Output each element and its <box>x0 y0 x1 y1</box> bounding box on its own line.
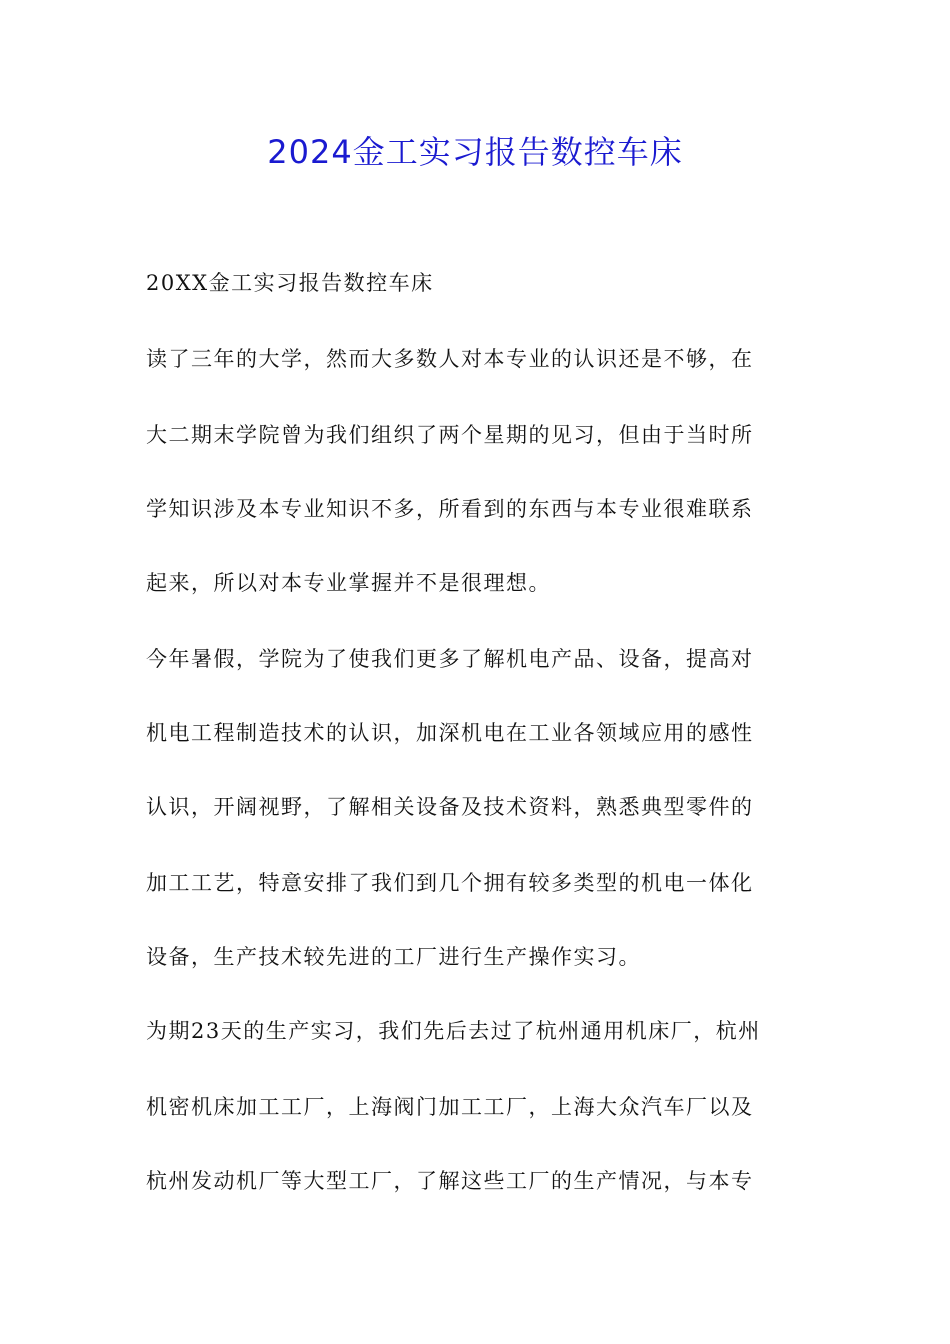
text-line: 今年暑假，学院为了使我们更多了解机电产品、设备，提高对 <box>146 647 754 671</box>
text-line: 大二期末学院曾为我们组织了两个星期的见习，但由于当时所 <box>146 423 754 447</box>
text-line: 20XX金工实习报告数控车床 <box>146 271 434 295</box>
text-line: 读了三年的大学，然而大多数人对本专业的认识还是不够，在 <box>146 347 754 371</box>
text-line: 加工工艺，特意安排了我们到几个拥有较多类型的机电一体化 <box>146 871 754 895</box>
text-line: 机密机床加工工厂，上海阀门加工工厂，上海大众汽车厂以及 <box>146 1095 754 1119</box>
document-title: 2024金工实习报告数控车床 <box>267 133 683 171</box>
text-line: 杭州发动机厂等大型工厂，了解这些工厂的生产情况，与本专 <box>146 1169 754 1193</box>
text-line: 学知识涉及本专业知识不多，所看到的东西与本专业很难联系 <box>146 497 754 521</box>
text-line: 为期23天的生产实习，我们先后去过了杭州通用机床厂，杭州 <box>146 1019 761 1043</box>
text-line: 设备，生产技术较先进的工厂进行生产操作实习。 <box>146 945 641 969</box>
text-line: 认识，开阔视野，了解相关设备及技术资料，熟悉典型零件的 <box>146 795 754 819</box>
text-line: 机电工程制造技术的认识，加深机电在工业各领域应用的感性 <box>146 721 754 745</box>
text-line: 起来，所以对本专业掌握并不是很理想。 <box>146 571 551 595</box>
